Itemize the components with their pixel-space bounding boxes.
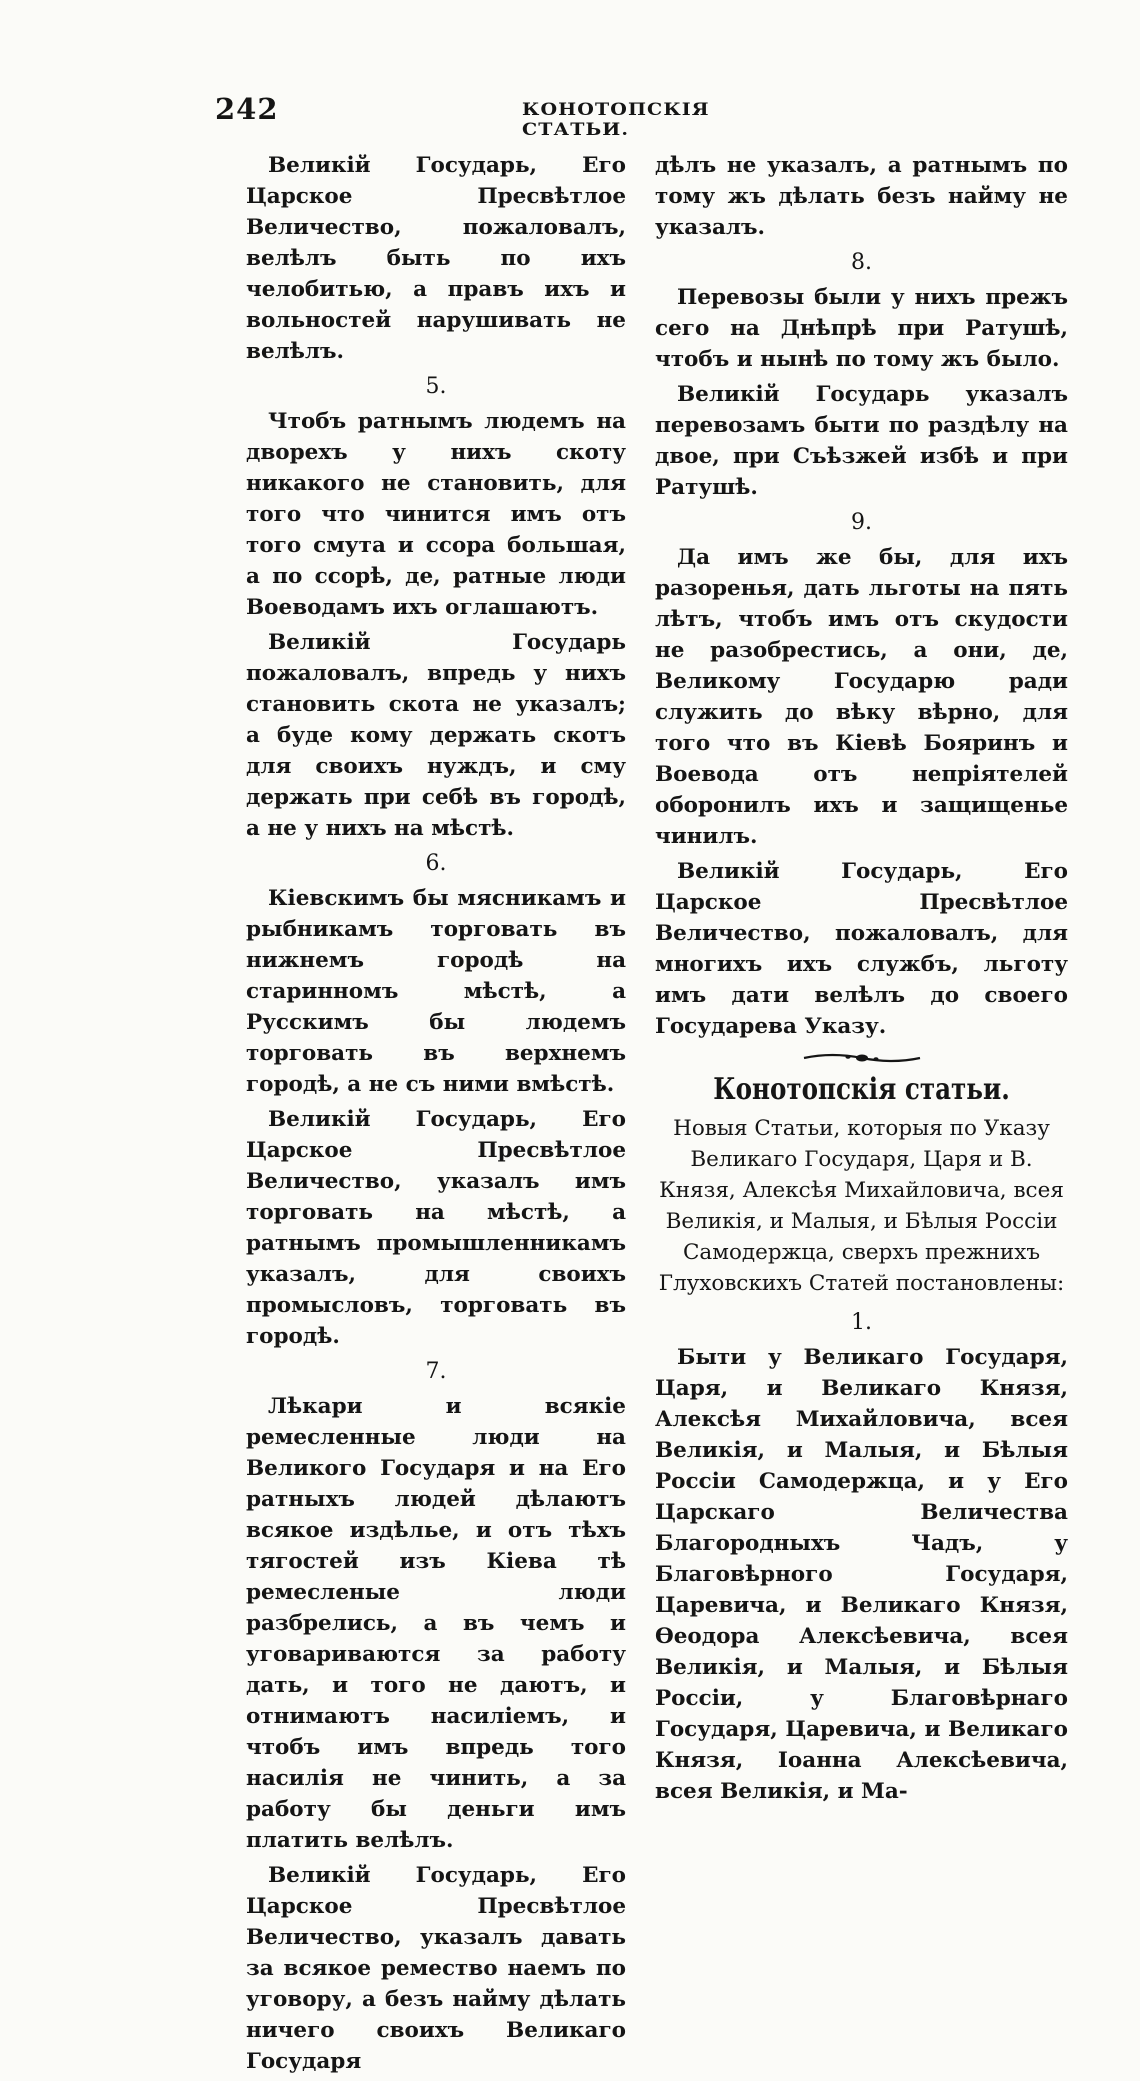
paragraph: Кіевскимъ бы мясникамъ и рыбникамъ торговать въ нижнемъ городѣ на старинномъ мѣстѣ, а Русскимъ бы людемъ торговать въ верхнемъ городѣ, а не съ ними вмѣстѣ. <box>246 886 626 1097</box>
paragraph: Чтобъ ратнымъ людемъ на дворехъ у нихъ скоту никакого не становить, для того что чинится имъ отъ того смута и ссора большая, а по ссорѣ, де, ратные люди Воеводамъ ихъ оглашаютъ. <box>246 409 626 620</box>
paragraph: дѣлъ не указалъ, а ратнымъ по тому жъ дѣлать безъ найму не указалъ. <box>655 153 1068 240</box>
paragraph: Великій Государь, Его Царское Пресвѣтлое Величество, указалъ имъ торговать на мѣстѣ, а ратнымъ промышленникамъ указалъ, для своихъ промысловъ, торговать въ городѣ. <box>246 1107 626 1349</box>
article-number: 8. <box>851 250 872 275</box>
paragraph: Великій Государь указалъ перевозамъ быти по раздѣлу на двое, при Съѣзжей избѣ и при Ратушѣ. <box>655 382 1068 500</box>
section-title: Конотопскія статьи. <box>713 1072 1010 1107</box>
paragraph: Великій Государь, Его Царское Пресвѣтлое Величество, пожаловалъ, велѣлъ быть по ихъ челобитью, а правъ ихъ и вольностей нарушивать не велѣлъ. <box>246 153 626 364</box>
ornament-divider-icon <box>802 1052 922 1064</box>
paragraph: Да имъ же бы, для ихъ разоренья, дать льготы на пять лѣтъ, чтобъ имъ отъ скудости не разобрестись, а они, де, Великому Государю ради служить до вѣку вѣрно, для того что въ Кіевѣ Бояринъ и Воевода отъ непріятелей оборонилъ ихъ и защищенье чинилъ. <box>655 545 1068 849</box>
paragraph: Лѣкари и всякіе ремесленные люди на Великого Государя и на Его ратныхъ людей дѣлаютъ всякое издѣлье, и отъ тѣхъ тягостей изъ Кіева тѣ ремесленые люди разбрелись, а въ чемъ и уговариваются за работу дать, и того не даютъ, и отнимаютъ насиліемъ, и чтобъ имъ впредь того насилія не чинить, а за работу бы деньги имъ платить велѣлъ. <box>246 1394 626 1853</box>
paragraph: Быти у Великаго Государя, Царя, и Великаго Князя, Алексѣя Михайловича, всея Великія, и Малыя, и Бѣлыя Россіи Самодержца, и у Его Царскаго Величества Благородныхъ Чадъ, у Благовѣрного Государя, Царевича, и Великаго Князя, Ѳеодора Алексѣевича, всея Великія, и Малыя, и Бѣлыя Россіи, у Благовѣрнаго Государя, Царевича, и Великаго Князя, Іоанна Алексѣевича, всея Великія, и Ма- <box>655 1345 1068 1804</box>
article-number: 9. <box>851 510 872 535</box>
left-column <box>246 150 626 2081</box>
article-number: 5. <box>425 374 447 399</box>
right-column <box>655 150 1068 1811</box>
paragraph: Великій Государь пожаловалъ, впредь у нихъ становить скота не указалъ; а буде кому держать скотъ для своихъ нуждъ, и сму держать при себѣ въ городѣ, а не у нихъ на мѣстѣ. <box>246 630 626 841</box>
paragraph: Перевозы были у нихъ прежъ сего на Днѣпрѣ при Ратушѣ, чтобъ и нынѣ по тому жъ было. <box>655 285 1068 372</box>
running-title: КОНОТОПСКІЯ СТАТЬИ. <box>522 100 710 140</box>
page-number: 242 <box>215 92 279 126</box>
page-header <box>215 92 775 140</box>
paragraph: Великій Государь, Его Царское Пресвѣтлое Величество, указалъ давать за всякое ремество наемъ по уговору, а безъ найму дѣлать ничего своихъ Великаго Государя <box>246 1863 626 2074</box>
article-number: 1. <box>851 1310 872 1335</box>
article-number: 6. <box>425 851 447 876</box>
section-intro: Новыя Статьи, которыя по Указу Великаго Государя, Царя и В. Князя, Алексѣя Михайловича, всея Великія, и Малыя, и Бѣлыя Россіи Самодержца, сверхъ прежнихъ Глуховскихъ Статей постановлены: <box>658 1116 1065 1296</box>
article-number: 7. <box>425 1359 447 1384</box>
paragraph: Великій Государь, Его Царское Пресвѣтлое Величество, пожаловалъ, для многихъ ихъ службъ, льготу имъ дати велѣлъ до своего Государева Указу. <box>655 859 1068 1039</box>
